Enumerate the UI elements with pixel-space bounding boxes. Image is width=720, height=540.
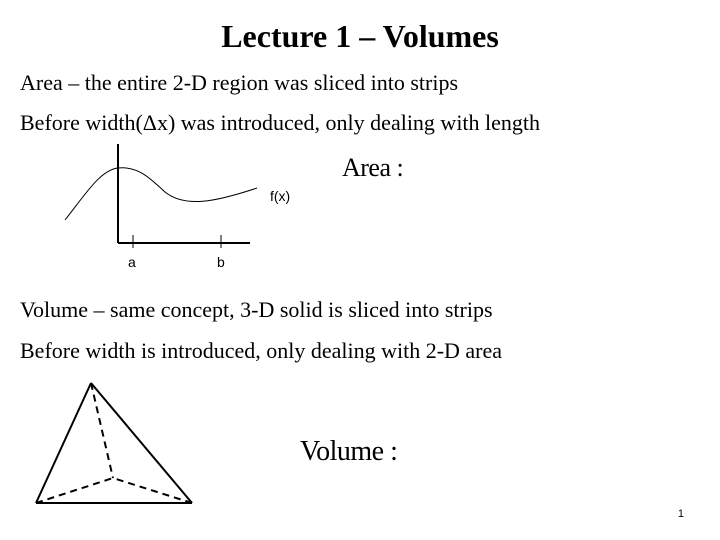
page-number: 1: [677, 508, 684, 520]
pyramid-figure: [30, 378, 200, 510]
bullet-area-width: Before width(Δx) was introduced, only dealing with length: [20, 110, 541, 135]
tick-a-label: a: [128, 254, 136, 270]
edge-left: [36, 383, 91, 503]
edge-right: [91, 383, 192, 503]
slide-title: Lecture 1 – Volumes: [221, 18, 499, 54]
area-graph: [60, 140, 280, 250]
hidden-edge-left: [36, 478, 113, 503]
tick-b-label: b: [217, 254, 225, 270]
volume-formula-label: Volume :: [300, 436, 398, 467]
function-curve: [65, 168, 257, 220]
hidden-edge-right: [113, 478, 192, 503]
area-formula-label: Area :: [342, 153, 404, 182]
bullet-volume-definition: Volume – same concept, 3-D solid is sliced into strips: [20, 297, 493, 322]
bullet-volume-width: Before width is introduced, only dealing with 2-D area: [20, 338, 503, 363]
bullet-area-definition: Area – the entire 2-D region was sliced into strips: [20, 70, 459, 95]
function-label: f(x): [270, 188, 291, 204]
